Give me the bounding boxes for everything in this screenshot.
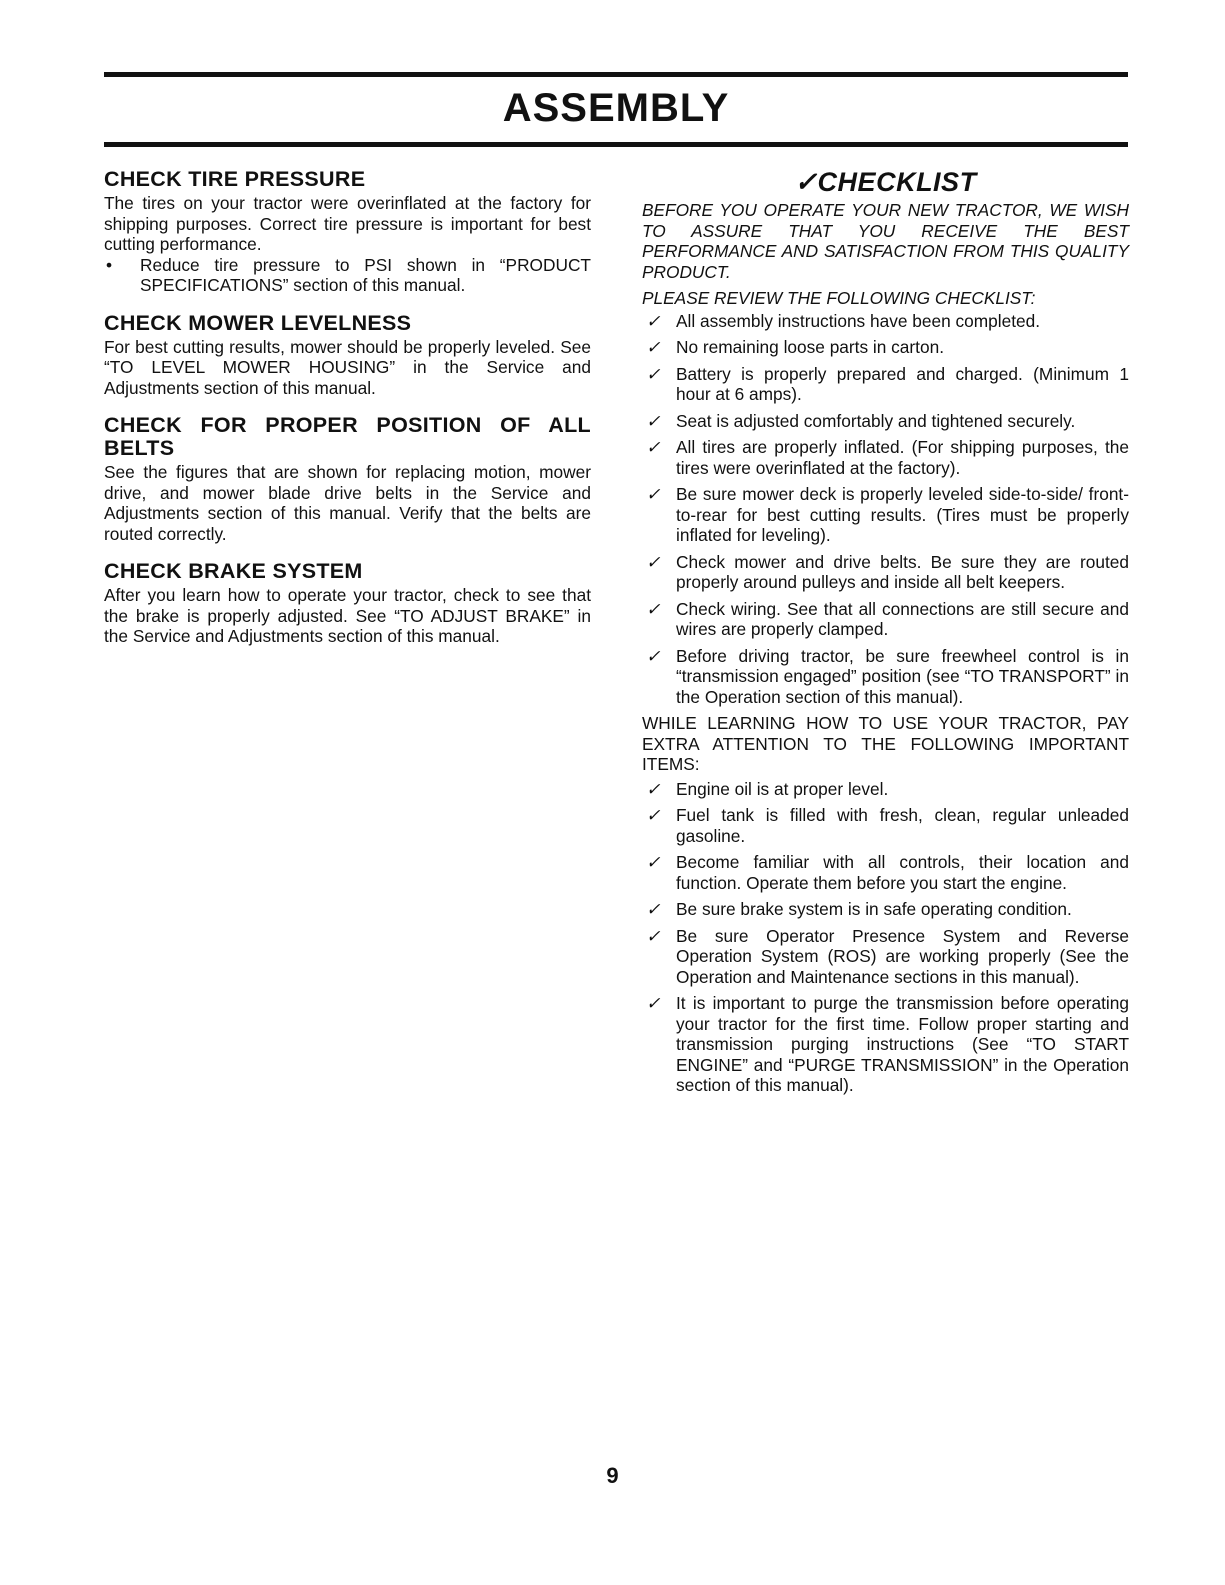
check-mark-icon: ✓ — [646, 437, 661, 457]
checklist-review-label: PLEASE REVIEW THE FOLLOWING CHECKLIST: — [642, 288, 1036, 308]
checklist-item-text: Engine oil is at proper level. — [676, 778, 889, 799]
checklist-item-text: Before driving tractor, be sure freewheel control is in “transmission engaged” position (see “TO TRANSPORT” in the Operation section of this manual). — [676, 645, 1129, 707]
checklist-item — [642, 779, 1129, 800]
check-mark-icon: ✓ — [646, 337, 661, 357]
check-mark-icon: ✓ — [646, 805, 661, 825]
checklist-intro: BEFORE YOU OPERATE YOUR NEW TRACTOR, WE WISH TO ASSURE THAT YOU RECEIVE THE BEST PERFORMANCE AND SATISFACTION FROM THIS QUALITY PRODUCT. — [642, 200, 1129, 282]
mower-levelness-heading: CHECK MOWER LEVELNESS — [104, 310, 412, 335]
checklist-item — [642, 805, 1129, 846]
checklist-item-text: All tires are properly inflated. (For shipping purposes, the tires were overinflated at the factory). — [676, 437, 1129, 478]
checklist-item — [642, 411, 1129, 432]
check-mark-icon: ✓ — [646, 778, 661, 799]
while-learning-text: WHILE LEARNING HOW TO USE YOUR TRACTOR, PAY EXTRA ATTENTION TO THE FOLLOWING IMPORTANT ITEMS: — [642, 713, 1129, 774]
left-column — [104, 168, 591, 663]
checklist-item-text: All assembly instructions have been completed. — [676, 310, 1041, 331]
checklist-item — [642, 646, 1129, 708]
checklist-item-text: Be sure mower deck is properly leveled side-to-side/ front-to-rear for best cutting results. (Tires must be properly inflated for leveling). — [676, 484, 1129, 545]
tire-pressure-body: The tires on your tractor were overinflated at the factory for shipping purposes. Correct tire pressure is important for best cutting performance. — [104, 193, 591, 254]
checklist-item — [642, 926, 1129, 988]
mower-levelness-section — [104, 312, 591, 399]
checklist-item-text: Become familiar with all controls, their location and function. Operate them before you start the engine. — [676, 852, 1129, 893]
checklist-item — [642, 552, 1129, 593]
checklist-items — [642, 311, 1129, 708]
checklist-item — [642, 993, 1129, 1096]
checklist-title: ✓CHECKLIST — [794, 167, 977, 197]
checklist-item-text: Be sure brake system is in safe operating condition. — [676, 899, 1072, 919]
checklist-item — [642, 337, 1129, 358]
check-mark-icon: ✓ — [646, 551, 661, 572]
belts-body: See the figures that are shown for replacing motion, mower drive, and mower blade drive belts in the Service and Adjustments section of this manual. Verify that the belts are routed correctly. — [104, 462, 591, 544]
bullet-icon: • — [106, 254, 113, 275]
check-mark-icon: ✓ — [646, 310, 661, 331]
checklist-item — [642, 899, 1129, 920]
checklist-item-text: It is important to purge the transmission before operating your tractor for the first time. Follow proper starting and transmission purging instructions (See “TO START ENGINE” and “PURGE TRANSMISSION” in the Operation section of this manual). — [676, 993, 1129, 1095]
tire-pressure-bullet — [104, 255, 591, 296]
check-mark-icon: ✓ — [646, 598, 661, 619]
tire-pressure-section — [104, 168, 591, 296]
check-mark-icon: ✓ — [646, 993, 661, 1013]
checklist-item-text: No remaining loose parts in carton. — [676, 337, 944, 357]
belts-section — [104, 414, 591, 544]
checklist-column — [642, 168, 1129, 1102]
checklist-item-text: Fuel tank is filled with fresh, clean, regular unleaded gasoline. — [676, 805, 1129, 846]
page-number: 9 — [606, 1463, 619, 1488]
check-mark-icon: ✓ — [646, 899, 661, 919]
brake-body: After you learn how to operate your tractor, check to see that the brake is properly adjusted. See “TO ADJUST BRAKE” in the Service and Adjustments section of this manual. — [104, 585, 591, 646]
checklist-item-text: Check mower and drive belts. Be sure they are routed properly around pulleys and inside all belt keepers. — [676, 551, 1129, 592]
checklist-item-text: Check wiring. See that all connections are still secure and wires are properly clamped. — [676, 598, 1129, 639]
important-items — [642, 779, 1129, 1096]
checklist-item — [642, 599, 1129, 640]
page-title: ASSEMBLY — [502, 86, 730, 130]
check-mark-icon: ✓ — [646, 410, 661, 431]
header-top-rule — [104, 72, 1128, 77]
header-bottom-rule — [104, 142, 1128, 147]
check-mark-icon: ✓ — [646, 852, 661, 872]
checklist-item — [642, 852, 1129, 893]
tire-pressure-heading: CHECK TIRE PRESSURE — [104, 167, 366, 191]
checklist-item-text: Battery is properly prepared and charged. (Minimum 1 hour at 6 amps). — [676, 363, 1129, 404]
check-mark-icon: ✓ — [646, 484, 661, 504]
checklist-item — [642, 437, 1129, 478]
checklist-item — [642, 311, 1129, 332]
check-mark-icon: ✓ — [646, 645, 661, 666]
checklist-item — [642, 484, 1129, 546]
tire-pressure-bullet-text: Reduce tire pressure to PSI shown in “PRODUCT SPECIFICATIONS” section of this manual. — [140, 254, 591, 295]
belts-heading: CHECK FOR PROPER POSITION OF ALL BELTS — [104, 413, 591, 460]
mower-levelness-body: For best cutting results, mower should be properly leveled. See “TO LEVEL MOWER HOUSING” in the Service and Adjustments section of this manual. — [104, 336, 591, 398]
checklist-item-text: Be sure Operator Presence System and Reverse Operation System (ROS) are working properly (See the Operation and Maintenance sections in this manual). — [676, 925, 1129, 987]
brake-section — [104, 560, 591, 647]
check-mark-icon: ✓ — [646, 363, 661, 384]
checklist-item — [642, 364, 1129, 405]
brake-heading: CHECK BRAKE SYSTEM — [104, 559, 363, 583]
checklist-item-text: Seat is adjusted comfortably and tightened securely. — [676, 410, 1076, 431]
check-mark-icon: ✓ — [646, 925, 661, 946]
